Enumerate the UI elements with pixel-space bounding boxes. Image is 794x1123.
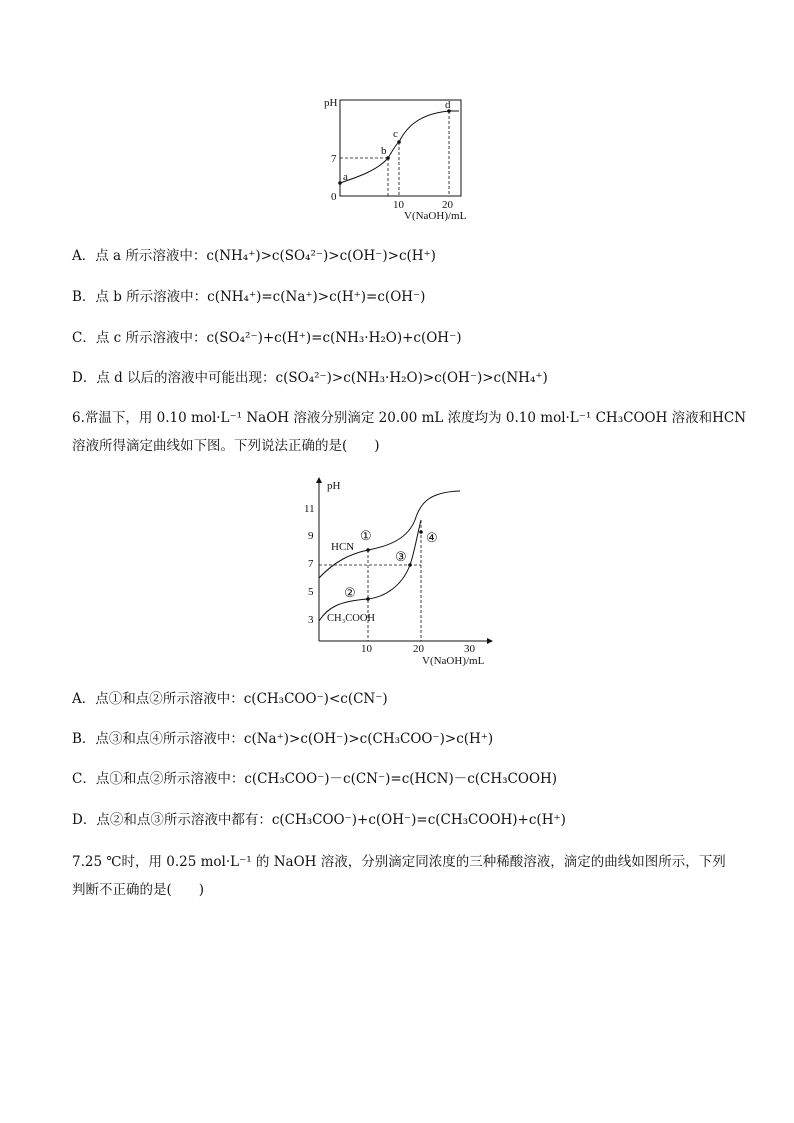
chart2-ytick-7: 7 bbox=[308, 558, 314, 570]
chart2-point-2 bbox=[366, 597, 370, 601]
q5-option-c: C．点 c 所示溶液中：c(SO₄²⁻)+c(H⁺)=c(NH₃·H₂O)+c(OH⁻) bbox=[72, 330, 462, 346]
chart2-label-p3: ③ bbox=[395, 549, 407, 564]
q6-stem-line2: 溶液所得滴定曲线如下图。下列说法正确的是( ) bbox=[72, 438, 380, 454]
chart2-point-4 bbox=[419, 530, 423, 534]
q6-option-c: C．点①和点②所示溶液中：c(CH₃COO⁻)－c(CN⁻)=c(HCN)－c(CH₃COOH) bbox=[72, 771, 558, 787]
chart1-xlabel: V(NaOH)/mL bbox=[404, 210, 467, 222]
q5-option-d: D．点 d 以后的溶液中可能出现：c(SO₄²⁻)>c(NH₃·H₂O)>c(OH⁻)>c(NH₄⁺) bbox=[72, 370, 548, 386]
titration-chart-1 bbox=[318, 92, 478, 227]
chart1-xtick-0: 0 bbox=[331, 191, 337, 203]
chart1-point-b bbox=[386, 156, 390, 160]
chart2-point-3 bbox=[408, 563, 412, 567]
q6-option-b: B．点③和点④所示溶液中：c(Na⁺)>c(OH⁻)>c(CH₃COO⁻)>c(H⁺) bbox=[72, 731, 494, 747]
chart1-label-a: a bbox=[343, 171, 348, 183]
chart1-frame bbox=[340, 100, 461, 196]
chart2-xtick-20: 20 bbox=[413, 643, 424, 655]
chart1-xtick-20: 20 bbox=[442, 199, 453, 211]
chart2-xtick-10: 10 bbox=[361, 643, 372, 655]
q6-option-a: A．点①和点②所示溶液中：c(CH₃COO⁻)<c(CN⁻) bbox=[72, 691, 388, 707]
chart2-xtick-30: 30 bbox=[464, 643, 475, 655]
chart1-curve bbox=[340, 111, 459, 183]
chart2-ytick-9: 9 bbox=[308, 530, 314, 542]
chart2-label-ch3cooh: CH₃COOH bbox=[327, 613, 375, 624]
q7-stem-line1: 7.25 ℃时，用 0.25 mol·L⁻¹ 的 NaOH 溶液，分别滴定同浓度的三种稀酸溶液，滴定的曲线如图所示，下列 bbox=[72, 854, 726, 870]
chart1-point-a bbox=[338, 181, 342, 185]
chart2-xlabel: V(NaOH)/mL bbox=[422, 655, 485, 667]
chart1-label-d: d bbox=[445, 99, 451, 111]
q5-option-a: A．点 a 所示溶液中：c(NH₄⁺)>c(SO₄²⁻)>c(OH⁻)>c(H⁺) bbox=[72, 248, 436, 264]
chart2-ytick-5: 5 bbox=[308, 586, 314, 598]
chart1-point-c bbox=[397, 140, 401, 144]
q5-option-b: B．点 b 所示溶液中：c(NH₄⁺)=c(Na⁺)>c(H⁺)=c(OH⁻) bbox=[72, 289, 426, 305]
chart1-ylabel: pH bbox=[324, 97, 338, 109]
titration-chart-2 bbox=[300, 474, 500, 668]
chart1-label-c: c bbox=[393, 128, 398, 140]
q6-option-d: D．点②和点③所示溶液中都有：c(CH₃COO⁻)+c(OH⁻)=c(CH₃COOH)+c(H⁺) bbox=[72, 812, 566, 828]
chart1-xtick-10: 10 bbox=[393, 199, 404, 211]
chart2-label-p1: ① bbox=[360, 528, 372, 543]
chart1-ytick: 7 bbox=[331, 153, 337, 165]
chart2-label-hcn: HCN bbox=[331, 541, 355, 553]
q6-stem-line1: 6.常温下，用 0.10 mol·L⁻¹ NaOH 溶液分别滴定 20.00 mL 浓度均为 0.10 mol·L⁻¹ CH₃COOH 溶液和HCN bbox=[72, 410, 747, 426]
chart2-ylabel: pH bbox=[327, 480, 341, 492]
chart2-ytick-3: 3 bbox=[308, 614, 314, 626]
chart2-label-p2: ② bbox=[344, 585, 356, 600]
q7-stem-line2: 判断不正确的是( ) bbox=[72, 882, 205, 898]
chart2-point-1 bbox=[366, 548, 370, 552]
chart2-label-p4: ④ bbox=[426, 530, 438, 545]
chart2-ytick-11: 11 bbox=[304, 503, 315, 515]
chart1-label-b: b bbox=[381, 145, 387, 157]
